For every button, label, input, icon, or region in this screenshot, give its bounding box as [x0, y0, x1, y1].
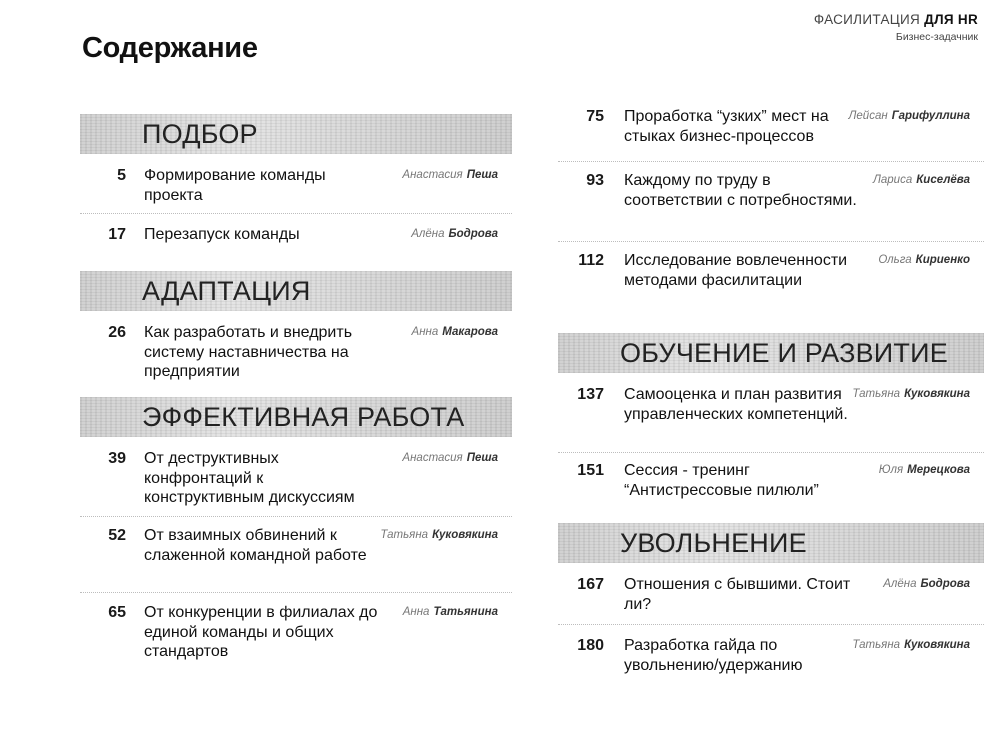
author-last-name: Бодрова — [448, 228, 498, 240]
author-first-name: Татьяна — [380, 529, 429, 541]
author-last-name: Куковякина — [904, 388, 970, 400]
dotted-divider — [558, 452, 984, 453]
entry-author — [402, 166, 498, 186]
author-last-name: Мерецкова — [907, 464, 970, 476]
author-last-name: Куковякина — [432, 529, 498, 541]
section-title-adaptation: АДАПТАЦИЯ — [142, 276, 311, 306]
author-first-name: Алёна — [883, 578, 917, 590]
section-title-training: ОБУЧЕНИЕ И РАЗВИТИЕ — [620, 338, 948, 368]
entry-author — [380, 526, 498, 546]
entry-page-number: 167 — [577, 576, 604, 593]
author-first-name: Ольга — [878, 254, 912, 266]
book-series-light: ФАСИЛИТАЦИЯ — [813, 12, 921, 27]
entry-author — [402, 449, 498, 469]
author-last-name: Макарова — [442, 326, 498, 338]
entry-author — [878, 251, 970, 271]
entry-title: Сессия - тренинг “Антистрессовые пилюли” — [624, 462, 819, 499]
entry-page-number: 151 — [577, 462, 604, 479]
dotted-divider — [80, 516, 512, 517]
entry-title: От взаимных обвинений к слаженной командной работе — [144, 527, 367, 564]
author-last-name: Куковякина — [904, 639, 970, 651]
entry-title: От деструктивных конфронтаций к конструктивным дискуссиям — [144, 450, 355, 506]
entry-page-number: 137 — [577, 386, 604, 403]
author-first-name: Алёна — [411, 228, 445, 240]
section-title-effective-work: ЭФФЕКТИВНАЯ РАБОТА — [142, 402, 465, 432]
author-first-name: Анна — [411, 326, 439, 338]
author-first-name: Татьяна — [852, 388, 901, 400]
entry-page-number: 75 — [586, 108, 604, 125]
author-first-name: Татьяна — [852, 639, 901, 651]
author-last-name: Киселёва — [916, 174, 970, 186]
entry-title: Каждому по труду в соответствии с потребностями. — [624, 172, 857, 209]
author-first-name: Анастасия — [402, 169, 463, 181]
author-first-name: Лейсан — [848, 110, 888, 122]
entry-title: Разработка гайда по увольнению/удержанию — [624, 637, 803, 674]
section-banner-adaptation — [80, 271, 512, 311]
dotted-divider — [558, 241, 984, 242]
entry-page-number: 112 — [578, 252, 604, 269]
entry-title: Отношения с бывшими. Стоит ли? — [624, 576, 851, 613]
entry-title: Исследование вовлеченности методами фасилитации — [624, 252, 848, 289]
author-first-name: Анастасия — [402, 452, 463, 464]
entry-author — [411, 225, 498, 245]
author-first-name: Лариса — [873, 174, 913, 186]
dotted-divider — [558, 624, 984, 625]
author-last-name: Кириенко — [915, 254, 970, 266]
entry-author — [412, 323, 498, 343]
dotted-divider — [80, 213, 512, 214]
section-banner-training — [558, 333, 984, 373]
author-last-name: Пеша — [466, 169, 498, 181]
author-last-name: Бодрова — [920, 578, 970, 590]
section-title-dismissal: УВОЛЬНЕНИЕ — [620, 528, 807, 558]
author-first-name: Анна — [402, 606, 430, 618]
book-series-bold: ДЛЯ HR — [924, 12, 978, 27]
entry-author — [403, 603, 498, 623]
entry-page-number: 65 — [108, 604, 126, 621]
entry-author — [852, 385, 970, 405]
author-last-name: Гарифуллина — [891, 110, 970, 122]
entry-page-number: 39 — [108, 450, 126, 467]
section-banner-dismissal — [558, 523, 984, 563]
entry-title: Формирование команды проекта — [144, 167, 326, 204]
section-banner-effective-work — [80, 397, 512, 437]
section-title-podbor: ПОДБОР — [142, 119, 258, 149]
dotted-divider — [558, 161, 984, 162]
section-banner-podbor — [80, 114, 512, 154]
author-last-name: Пеша — [466, 452, 498, 464]
entry-page-number: 5 — [117, 167, 126, 184]
book-brand — [814, 12, 978, 43]
entry-title: Перезапуск команды — [144, 226, 300, 243]
entry-title: Проработка “узких” мест на стыках бизнес-процессов — [624, 108, 829, 145]
entry-title: Самооценка и план развития управленческих компетенций. — [624, 386, 848, 423]
entry-page-number: 180 — [577, 637, 604, 654]
book-series-title — [814, 12, 978, 27]
entry-author — [852, 636, 970, 656]
author-first-name: Юля — [878, 464, 904, 476]
page-title: Содержание — [82, 32, 258, 64]
entry-page-number: 26 — [108, 324, 126, 341]
entry-author — [873, 171, 970, 191]
entry-author — [879, 461, 970, 481]
entry-page-number: 52 — [108, 527, 126, 544]
entry-page-number: 93 — [586, 172, 604, 189]
entry-title: От конкуренции в филиалах до единой команды и общих стандартов — [144, 604, 378, 660]
entry-author — [883, 575, 970, 595]
book-subtitle: Бизнес-задачник — [895, 31, 978, 43]
entry-title: Как разработать и внедрить систему наставничества на предприятии — [144, 324, 353, 380]
entry-page-number: 17 — [108, 226, 126, 243]
author-last-name: Татьянина — [433, 606, 498, 618]
entry-author — [849, 107, 970, 127]
dotted-divider — [80, 592, 512, 593]
